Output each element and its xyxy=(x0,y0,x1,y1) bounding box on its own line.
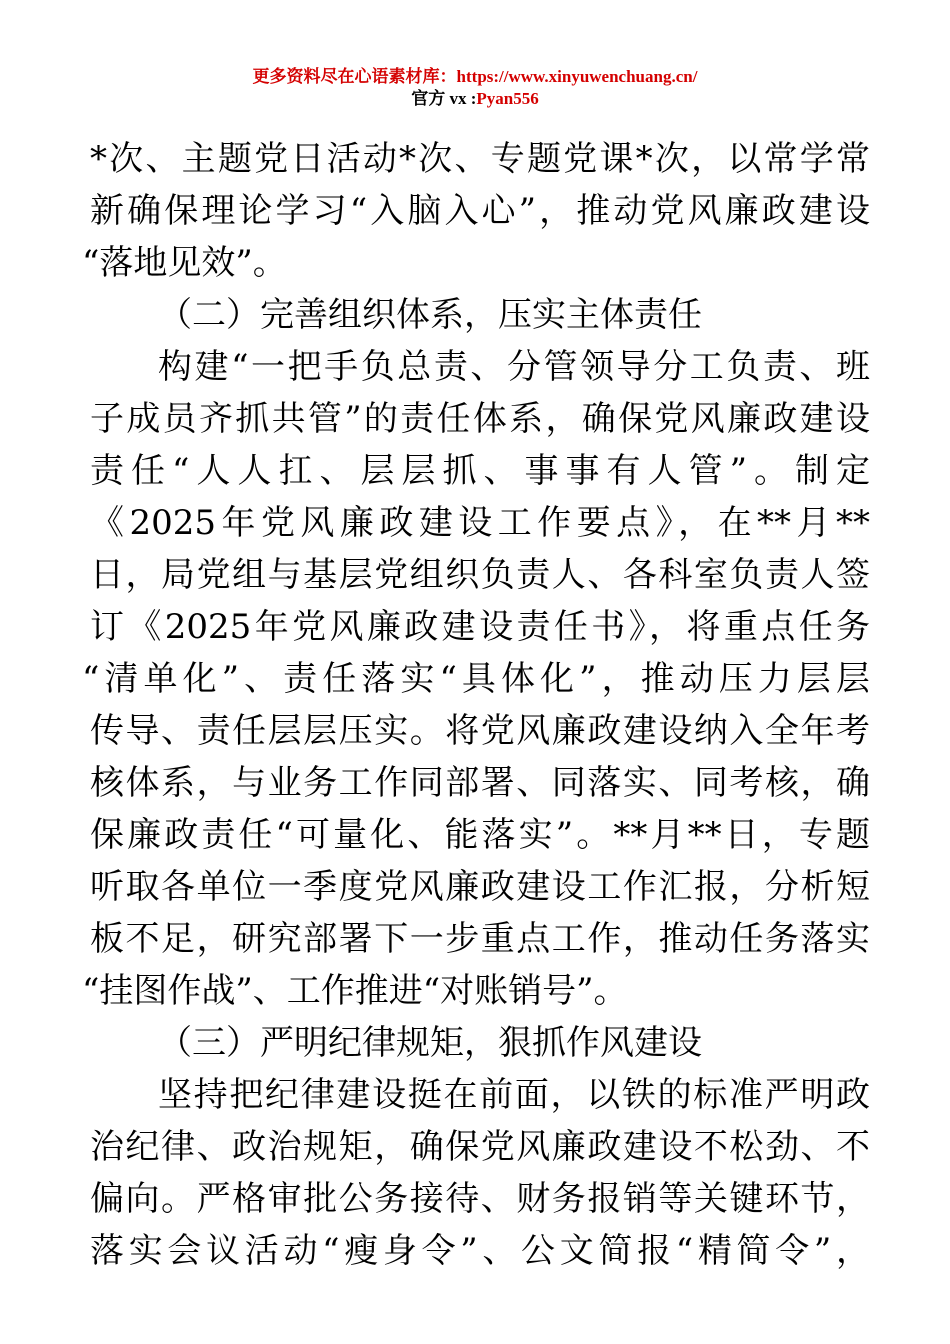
text-line: 板不足，研究部署下一步重点工作，推动任务落实 xyxy=(90,919,870,959)
paragraph-first-line: 构建“一把手负总责、分管领导分工负责、班 xyxy=(158,347,870,387)
text-line: 核体系，与业务工作同部署、同落实、同考核，确 xyxy=(90,763,870,803)
text-line: 落实会议活动“瘦身令”、公文简报“精简令”， xyxy=(90,1231,870,1271)
text-line: 订《2025年党风廉政建设责任书》，将重点任务 xyxy=(90,607,870,647)
promo-link-text: 更多资料尽在心语素材库：https://www.xinyuwenchuang.cn/ xyxy=(252,67,698,86)
text-line: 传导、责任层层压实。将党风廉政建设纳入全年考 xyxy=(90,711,870,751)
text-line: 新确保理论学习“入脑入心”，推动党风廉政建设 xyxy=(90,191,870,231)
watermark-header xyxy=(0,66,950,110)
document-body xyxy=(82,133,870,1277)
text-line: 偏向。严格审批公务接待、财务报销等关键环节， xyxy=(90,1179,870,1219)
paragraph-first-line: 坚持把纪律建设挺在前面，以铁的标准严明政 xyxy=(158,1075,870,1115)
text-line: 听取各单位一季度党风廉政建设工作汇报，分析短 xyxy=(90,867,870,907)
section-heading: （二）完善组织体系，压实主体责任 xyxy=(158,295,702,335)
text-line: 责任“人人扛、层层抓、事事有人管”。制定 xyxy=(90,451,870,491)
section-heading: （三）严明纪律规矩，狠抓作风建设 xyxy=(158,1023,702,1063)
text-line: “落地见效”。 xyxy=(82,243,287,283)
text-line: “挂图作战”、工作推进“对账销号”。 xyxy=(82,971,628,1011)
contact-id: Pyan556 xyxy=(476,89,539,108)
text-line: 《2025年党风廉政建设工作要点》，在**月** xyxy=(90,503,870,543)
contact-prefix: 官方 vx : xyxy=(411,89,477,108)
text-line: 治纪律、政治规矩，确保党风廉政建设不松劲、不 xyxy=(90,1127,870,1167)
text-line: “清单化”、责任落实“具体化”，推动压力层层 xyxy=(82,659,870,699)
text-line: 子成员齐抓共管”的责任体系，确保党风廉政建设 xyxy=(90,399,870,439)
text-line: *次、主题党日活动*次、专题党课*次，以常学常 xyxy=(90,139,870,179)
text-line: 日，局党组与基层党组织负责人、各科室负责人签 xyxy=(90,555,870,595)
contact-line xyxy=(0,88,950,110)
text-line: 保廉政责任“可量化、能落实”。**月**日，专题 xyxy=(90,815,870,855)
